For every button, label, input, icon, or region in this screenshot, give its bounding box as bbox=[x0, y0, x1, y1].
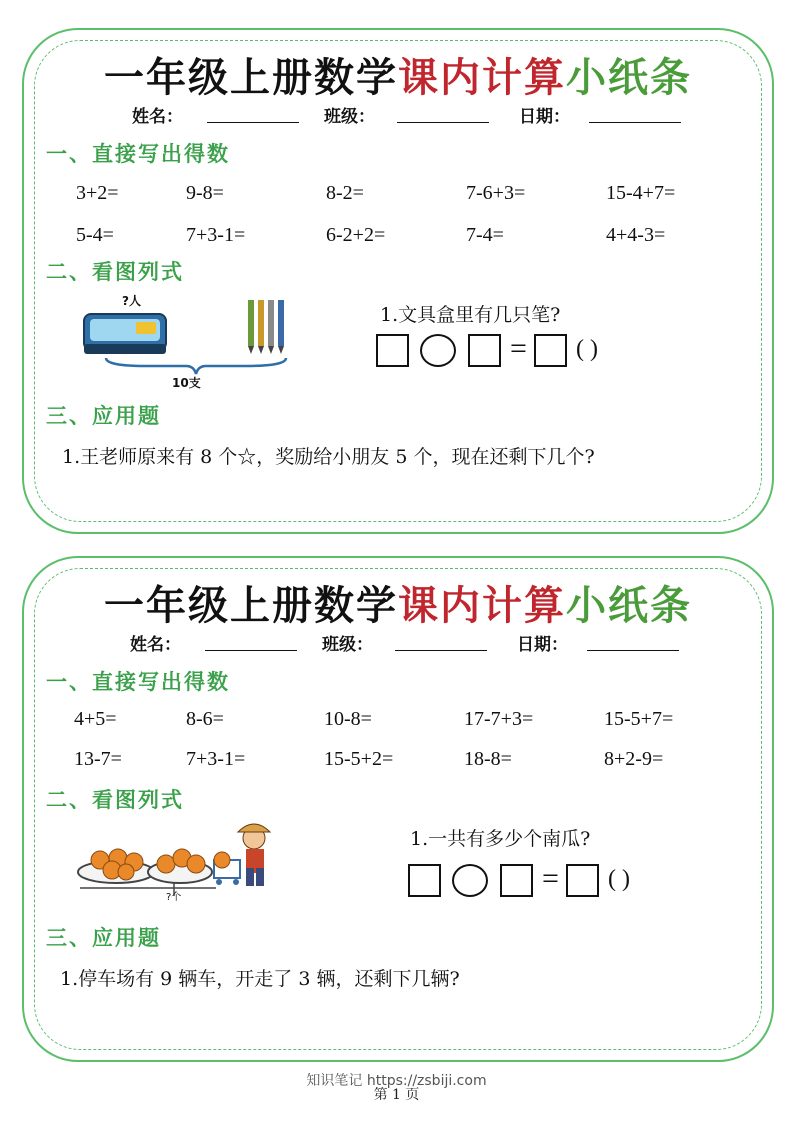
class-label: 班级： bbox=[324, 107, 375, 127]
name-blank[interactable] bbox=[205, 650, 297, 651]
equals-sign: = bbox=[510, 332, 527, 365]
page-number: 第 1 页 bbox=[373, 1087, 420, 1103]
class-blank[interactable] bbox=[397, 122, 489, 123]
equation: 15-5+2= bbox=[324, 748, 394, 770]
section-heading-picture-equation: 二、看图列式 bbox=[46, 788, 184, 812]
date-blank[interactable] bbox=[587, 650, 679, 651]
worksheet-card-2 bbox=[22, 556, 774, 1062]
date-blank[interactable] bbox=[589, 122, 681, 123]
title-part-red: 课内计算 bbox=[398, 54, 566, 101]
section-heading-direct-answer: 一、直接写出得数 bbox=[46, 142, 230, 166]
answer-box[interactable] bbox=[408, 864, 441, 897]
unit-parentheses[interactable]: ( ) bbox=[576, 336, 598, 362]
equation: 17-7+3= bbox=[464, 708, 534, 730]
title-part-black: 一年级上册数学 bbox=[104, 582, 398, 629]
answer-box[interactable] bbox=[468, 334, 501, 367]
name-label: 姓名： bbox=[132, 107, 183, 127]
pencils bbox=[248, 300, 284, 354]
title-part-red: 课内计算 bbox=[398, 582, 566, 629]
class-label: 班级： bbox=[322, 635, 373, 655]
equation: 7-6+3= bbox=[466, 182, 526, 204]
operator-circle[interactable] bbox=[420, 334, 456, 367]
title-part-green: 小纸条 bbox=[566, 54, 692, 101]
word-problem: 1.王老师原来有 8 个☆，奖励给小朋友 5 个，现在还剩下几个? bbox=[62, 446, 595, 468]
answer-box[interactable] bbox=[376, 334, 409, 367]
equation: 8-6= bbox=[186, 708, 224, 730]
word-problem: 1.停车场有 9 辆车，开走了 3 辆，还剩下几辆? bbox=[60, 968, 460, 990]
section-heading-word-problem: 三、应用题 bbox=[46, 926, 161, 950]
equation: 9-8= bbox=[186, 182, 224, 204]
equation: 15-5+7= bbox=[604, 708, 674, 730]
watermark-footer: 知识笔记 https://zsbiji.com bbox=[306, 1073, 487, 1089]
answer-box[interactable] bbox=[534, 334, 567, 367]
date-label: 日期： bbox=[519, 107, 570, 127]
equation: 7+3-1= bbox=[186, 224, 246, 246]
pencil-case-illustration bbox=[76, 292, 316, 390]
equation: 7+3-1= bbox=[186, 748, 246, 770]
equation: 13-7= bbox=[74, 748, 122, 770]
section-heading-direct-answer: 一、直接写出得数 bbox=[46, 670, 230, 694]
worksheet-card-1 bbox=[22, 28, 774, 534]
equation: 5-4= bbox=[76, 224, 114, 246]
equation: 18-8= bbox=[464, 748, 512, 770]
answer-box[interactable] bbox=[566, 864, 599, 897]
section-heading-picture-equation: 二、看图列式 bbox=[46, 260, 184, 284]
title-part-green: 小纸条 bbox=[566, 582, 692, 629]
equals-sign: = bbox=[542, 862, 559, 895]
operator-circle[interactable] bbox=[452, 864, 488, 897]
pumpkin-icon bbox=[76, 816, 286, 898]
picture-question: 1.文具盒里有几只笔? bbox=[380, 304, 561, 326]
picture-question: 1.一共有多少个南瓜? bbox=[410, 828, 591, 850]
worksheet-title bbox=[24, 46, 772, 103]
unit-parentheses[interactable]: ( ) bbox=[608, 866, 630, 892]
illus-bottom-label: 10支 bbox=[172, 376, 201, 390]
equation: 8-2= bbox=[326, 182, 364, 204]
name-label: 姓名： bbox=[130, 635, 181, 655]
equation: 6-2+2= bbox=[326, 224, 386, 246]
title-part-black: 一年级上册数学 bbox=[104, 54, 398, 101]
answer-box[interactable] bbox=[500, 864, 533, 897]
name-blank[interactable] bbox=[207, 122, 299, 123]
pumpkin-illustration bbox=[76, 816, 286, 903]
equation: 7-4= bbox=[466, 224, 504, 246]
equation: 4+4-3= bbox=[606, 224, 666, 246]
equation: 10-8= bbox=[324, 708, 372, 730]
date-label: 日期： bbox=[517, 635, 568, 655]
section-heading-word-problem: 三、应用题 bbox=[46, 404, 161, 428]
equation: 4+5= bbox=[74, 708, 117, 730]
equation: 15-4+7= bbox=[606, 182, 676, 204]
answer-box-row bbox=[408, 864, 688, 900]
equation: 8+2-9= bbox=[604, 748, 664, 770]
worksheet-title bbox=[24, 574, 772, 631]
illus-bottom-label: ?个 bbox=[166, 892, 182, 903]
illus-top-label: ?人 bbox=[122, 294, 141, 308]
equation: 3+2= bbox=[76, 182, 119, 204]
class-blank[interactable] bbox=[395, 650, 487, 651]
answer-box-row bbox=[376, 334, 656, 370]
